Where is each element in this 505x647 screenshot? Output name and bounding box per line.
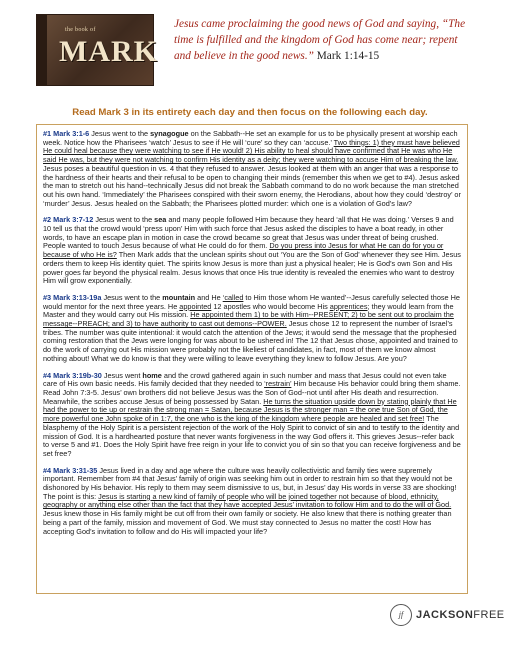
section-2 xyxy=(43,216,461,286)
brand-name-light: FREE xyxy=(473,609,505,621)
underlined-text: apprentices xyxy=(329,301,368,311)
section-1 xyxy=(43,130,461,208)
section-3 xyxy=(43,294,461,364)
header xyxy=(36,14,466,92)
section-text: Jesus went to the xyxy=(101,292,163,302)
section-text: Jesus chose 12 to represent the number of Israel’s tribes. The number was quite intentional: it would catch the attention of the Jews; it would send the message that the prophesied coming restoration that the Jews were longing for was about to be ushered in! The 12 that Jesus chose, appointed and trained to do the work of carrying out His mission were probably not the likeliest of candidates, in fact, most of them we know almost nothing about! What we do know is that they were willing to leave everything they knew to follow Jesus. Are you? xyxy=(43,319,458,363)
jf-seal-icon: jf xyxy=(390,604,412,626)
section-keyword: sea xyxy=(154,215,167,225)
underlined-text: He appointed them 1) to be with Him--PRESENT; 2) to be sent out to proclaim the message--PREACH; and 3) to have authority to cast out demons--POWER. xyxy=(43,310,454,329)
section-5 xyxy=(43,467,461,537)
footer-logo xyxy=(390,604,505,630)
underlined-text: Jesus is starting a new kind of family of people who will be joined together not because of blood, ethnicity, geography or anything else other than the fact that they have accepted Jesus’ invitation to follow Him and to do the will of God. xyxy=(43,491,452,510)
underlined-text: He turns the situation upside down by stating plainly that He had the power to tie up or restrain the strong man = Satan, because Jesus is the stronger man = the one true Son of God, the more powerful one John spoke of in 1:7, the one who is the king of the kingdom where people are healed and set free! xyxy=(43,396,457,424)
section-text: Jesus knew those in His family might be cut off from their own family or society. He also knew that there is nothing greater than being a part of the family, mission and movement of God. We must stay connected to Jesus no matter the cost! How has accepting God’s invitation to follow and do His will impacted your life? xyxy=(43,509,452,536)
section-text: on the Sabbath--He set an example for us to be physically present at worship each week. Notice how the Pharisees ‘watch’ Jesus to see if He will ‘cure’ so they can ‘accuse.’ xyxy=(43,129,458,147)
section-text: Jesus poses a beautiful question in vs. 4 that they refused to answer. Jesus looked at them with an anger that was a response to the hardness of their hearts and their refusal to be open to changing their minds (remember this when we get to #4). Jesus asked the man to stretch out his hand--technically Jesus did not break the Sabbath command to do no work because the man stretched out his own hand. ‘Immediately’ the Pharisees conspired with their sworn enemy, the Herodians, about how they could ‘destroy’ or ‘murder’ Jesus. Jesus healed on the Sabbath; the Pharisees plotted murder: which one is a violation of God’s law? xyxy=(43,163,461,208)
book-spine xyxy=(37,15,47,85)
section-text: and the crowd gathered again in such number and mass that Jesus could not even take care of His own basic needs. His family decided that they needed to xyxy=(43,370,447,389)
section-heading: #3 Mark 3:13-19a xyxy=(43,292,102,302)
underlined-text: ‘called xyxy=(222,292,244,302)
section-text: ; they would learn from the Master and they would carry out His mission. xyxy=(43,301,454,320)
section-heading: #4 Mark 3:31-35 xyxy=(43,465,98,475)
section-heading: #2 Mark 3:7-12 xyxy=(43,215,94,225)
section-heading: #1 Mark 3:1-6 xyxy=(43,129,90,138)
section-text: The blasphemy of the Holy Spirit is a persistent rejection of the work of the Holy Spirit to convict of sin and to testify to the identity and mission of God. It is a hardhearted posture that never wants forgiveness in the way God offers it. This grieves Jesus--refer back to verse 5 and #1. Does the Holy Spirit have free reign in your life to convict you of sin so that you can receive forgiveness and be set free? xyxy=(43,414,461,458)
study-guide-box xyxy=(36,124,468,594)
section-text: Jesus went to the xyxy=(93,215,155,225)
section-heading: #4 Mark 3:19b-30 xyxy=(43,370,102,380)
underlined-text: Do you press into Jesus for what He can do for you or because of who He is? xyxy=(43,241,444,260)
section-text: Him because His behavior could bring them shame. Read John 7:3-5. Jesus’ own brothers did not believe Jesus was the Son of God--not until after His death and resurrection. Meanwhile, the scribes accuse Jesus of being possessed by Satan. xyxy=(43,379,461,406)
section-keyword: home xyxy=(142,370,162,380)
quote-reference: Mark 1:14-15 xyxy=(316,50,380,62)
section-text: Then Mark adds that the unclean spirits shout out ‘You are the Son of God’ whenever they see Him. Jesus orders them to keep His identity quiet. The spirits know Jesus is more than just a physical healer; He is God’s own Son and His power goes far beyond the physical realm. Jesus knows that once His true identity is revealed the enemies who want to destroy Him will grow exponentially. xyxy=(43,250,461,286)
book-cover-title: MARK xyxy=(59,35,158,68)
reading-instruction: Read Mark 3 in its entirety each day and then focus on the following each day. xyxy=(72,107,428,118)
book-of-mark-cover-image xyxy=(36,14,158,86)
book-cover-subtitle: the book of xyxy=(65,27,96,33)
section-text: Jesus went xyxy=(101,370,143,380)
section-text: and many people followed Him because they heard ‘all that He was doing.’ Verses 9 and 10 tell us that the crowd would ‘press upon’ Him with such force that Jesus asked the disciples to have a boat ready, in other words, to have an escape plan in motion in case the crowd became so great that Jesus was under threat of being crushed. People wanted to touch Jesus because of what He could do for them. xyxy=(43,215,454,251)
section-text: to Him those whom He wanted’--Jesus carefully selected those He would mentor for the next three years. He xyxy=(43,292,460,311)
brand-name xyxy=(416,609,505,621)
section-keyword: mountain xyxy=(162,292,196,302)
section-text: 12 apostles who would become His xyxy=(211,301,330,311)
brand-name-bold: JACKSON xyxy=(416,609,474,621)
section-text: Jesus lived in a day and age where the culture was heavily collectivistic and family ties were supremely important. Remember from #4 that Jesus’ family of origin was seeking him out in order to restrain him so that they would not be dishonored by His behavior. His reply to them may seem dismissive to us, but, in Jesus’ day His words in verse 33 are shocking! The point is this: xyxy=(43,465,457,501)
section-keyword: synagogue xyxy=(150,129,189,138)
section-text: Jesus went to the xyxy=(89,129,151,138)
section-4 xyxy=(43,372,461,459)
underlined-text: ‘restrain’ xyxy=(264,379,292,389)
section-text: and He xyxy=(195,292,223,302)
underlined-text: Two things: 1) they must have believed He could heal because they were watching to see if He would! 2) His ability to heal should have confirmed that He was who He said He was, but they were not watching to confirm His identity as a deity; they were watching to accuse Him of breaking the law. xyxy=(43,137,460,165)
underlined-text: appointed xyxy=(179,301,212,311)
quote-text: Jesus came proclaiming the good news of God and saying, “The time is fulfilled and the kingdom of God has come near; repent and believe in the good news.” xyxy=(174,18,466,62)
scripture-quote xyxy=(174,16,474,64)
